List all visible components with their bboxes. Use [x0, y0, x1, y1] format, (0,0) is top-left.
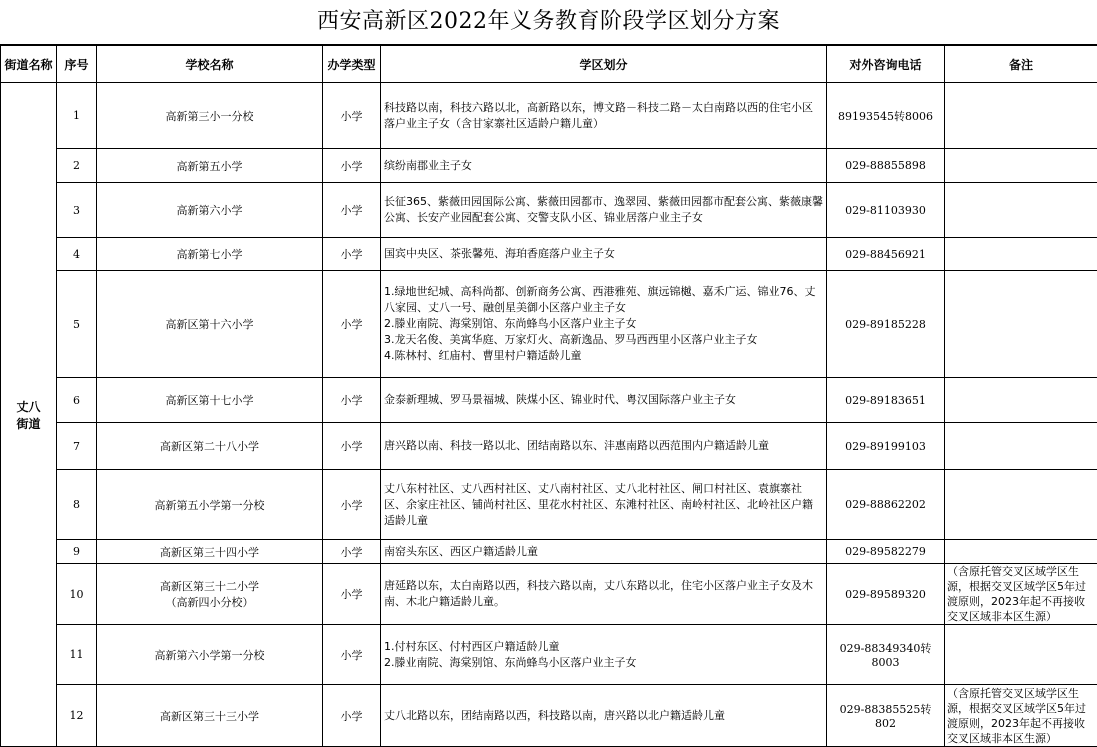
header-type: 办学类型	[323, 46, 381, 83]
school-name: 高新第五小学第一分校	[97, 470, 323, 540]
school-type: 小学	[323, 238, 381, 271]
note-cell	[945, 423, 1097, 470]
header-phone: 对外咨询电话	[827, 46, 945, 83]
school-name: 高新区第三十三小学	[97, 685, 323, 747]
note-cell	[945, 540, 1097, 564]
table-row	[1, 685, 1097, 747]
header-note: 备注	[945, 46, 1097, 83]
school-type: 小学	[323, 149, 381, 183]
header-street: 街道名称	[1, 46, 57, 83]
school-name: 高新区第十六小学	[97, 271, 323, 378]
row-number: 4	[57, 238, 97, 271]
note-cell	[945, 378, 1097, 423]
phone-number: 029-89589320	[827, 564, 945, 625]
school-district-table	[0, 45, 1097, 747]
note-cell	[945, 149, 1097, 183]
school-name: 高新第六小学第一分校	[97, 625, 323, 685]
district-description: 唐兴路以南、科技一路以北、团结南路以东、沣惠南路以西范围内户籍适龄儿童	[381, 423, 827, 470]
phone-number: 029-88456921	[827, 238, 945, 271]
school-type: 小学	[323, 470, 381, 540]
school-name: 高新第六小学	[97, 183, 323, 238]
school-name: 高新第七小学	[97, 238, 323, 271]
row-number: 10	[57, 564, 97, 625]
district-description: 长征365、紫薇田园国际公寓、紫薇田园都市、逸翠园、紫薇田园都市配套公寓、紫薇康馨公寓、长安产业园配套公寓、交警支队小区、锦业居落户业主子女	[381, 183, 827, 238]
note-cell	[945, 625, 1097, 685]
school-type: 小学	[323, 564, 381, 625]
phone-number: 029-89183651	[827, 378, 945, 423]
table-row	[1, 564, 1097, 625]
note-cell	[945, 183, 1097, 238]
district-description: 南窑头东区、西区户籍适龄儿童	[381, 540, 827, 564]
phone-number: 029-89199103	[827, 423, 945, 470]
district-description: 科技路以南，科技六路以北，高新路以东，博文路－科技二路－太白南路以西的住宅小区落户业主子女（含甘家寨社区适龄户籍儿童）	[381, 83, 827, 149]
table-row	[1, 423, 1097, 470]
street-name-cell: 丈八 街道	[1, 83, 57, 747]
header-district: 学区划分	[381, 46, 827, 83]
row-number: 7	[57, 423, 97, 470]
row-number: 2	[57, 149, 97, 183]
district-description: 金泰新理城、罗马景福城、陕煤小区、锦业时代、粤汉国际落户业主子女	[381, 378, 827, 423]
school-name: 高新第五小学	[97, 149, 323, 183]
school-type: 小学	[323, 685, 381, 747]
phone-number: 029-89185228	[827, 271, 945, 378]
table-row	[1, 378, 1097, 423]
district-description: 丈八北路以东，团结南路以西，科技路以南，唐兴路以北户籍适龄儿童	[381, 685, 827, 747]
table-row	[1, 540, 1097, 564]
note-cell: （含原托管交叉区域学区生源，根据交叉区域学区5年过渡原则，2023年起不再接收交叉区域非本区生源）	[945, 564, 1097, 625]
document-title: 西安高新区2022年义务教育阶段学区划分方案	[0, 0, 1097, 45]
district-description: 1.绿地世纪城、高科尚都、创新商务公寓、西港雅苑、旗远锦樾、嘉禾广运、锦业76、丈八家园、丈八一号、融创星美御小区落户业主子女 2.滕业南院、海棠别馆、东尚蜂鸟小区落户业主子女 3.龙天名俊、美寓华庭、万家灯火、高新逸品、罗马西西里小区落户业主子女 4.陈林村、红庙村、曹里村户籍适龄儿童	[381, 271, 827, 378]
table-row	[1, 238, 1097, 271]
school-type: 小学	[323, 423, 381, 470]
table-row	[1, 83, 1097, 149]
note-cell	[945, 470, 1097, 540]
row-number: 9	[57, 540, 97, 564]
row-number: 5	[57, 271, 97, 378]
row-number: 1	[57, 83, 97, 149]
school-type: 小学	[323, 378, 381, 423]
district-description: 缤纷南郡业主子女	[381, 149, 827, 183]
header-row	[1, 46, 1097, 83]
school-name: 高新区第三十二小学 （高新四小分校）	[97, 564, 323, 625]
header-school: 学校名称	[97, 46, 323, 83]
school-type: 小学	[323, 271, 381, 378]
table-row	[1, 183, 1097, 238]
phone-number: 89193545转8006	[827, 83, 945, 149]
table-row	[1, 470, 1097, 540]
note-cell: （含原托管交叉区域学区生源，根据交叉区域学区5年过渡原则，2023年起不再接收交叉区域非本区生源）	[945, 685, 1097, 747]
phone-number: 029-89582279	[827, 540, 945, 564]
school-type: 小学	[323, 183, 381, 238]
phone-number: 029-88385525转802	[827, 685, 945, 747]
school-name: 高新第三小一分校	[97, 83, 323, 149]
row-number: 11	[57, 625, 97, 685]
district-description: 国宾中央区、茶张馨苑、海珀香庭落户业主子女	[381, 238, 827, 271]
school-type: 小学	[323, 83, 381, 149]
phone-number: 029-88349340转8003	[827, 625, 945, 685]
district-description: 1.付村东区、付村西区户籍适龄儿童 2.滕业南院、海棠别馆、东尚蜂鸟小区落户业主子女	[381, 625, 827, 685]
row-number: 3	[57, 183, 97, 238]
table-row	[1, 625, 1097, 685]
row-number: 8	[57, 470, 97, 540]
phone-number: 029-81103930	[827, 183, 945, 238]
district-description: 丈八东村社区、丈八西村社区、丈八南村社区、丈八北村社区、闸口村社区、袁旗寨社区、余家庄社区、铺尚村社区、里花水村社区、东滩村社区、南岭村社区、北岭社区户籍适龄儿童	[381, 470, 827, 540]
school-type: 小学	[323, 625, 381, 685]
school-type: 小学	[323, 540, 381, 564]
district-description: 唐延路以东，太白南路以西，科技六路以南，丈八东路以北，住宅小区落户业主子女及木南、木北户籍适龄儿童。	[381, 564, 827, 625]
row-number: 6	[57, 378, 97, 423]
phone-number: 029-88855898	[827, 149, 945, 183]
school-name: 高新区第二十八小学	[97, 423, 323, 470]
school-name: 高新区第三十四小学	[97, 540, 323, 564]
header-number: 序号	[57, 46, 97, 83]
note-cell	[945, 238, 1097, 271]
table-row	[1, 271, 1097, 378]
row-number: 12	[57, 685, 97, 747]
phone-number: 029-88862202	[827, 470, 945, 540]
school-name: 高新区第十七小学	[97, 378, 323, 423]
note-cell	[945, 83, 1097, 149]
note-cell	[945, 271, 1097, 378]
table-row	[1, 149, 1097, 183]
